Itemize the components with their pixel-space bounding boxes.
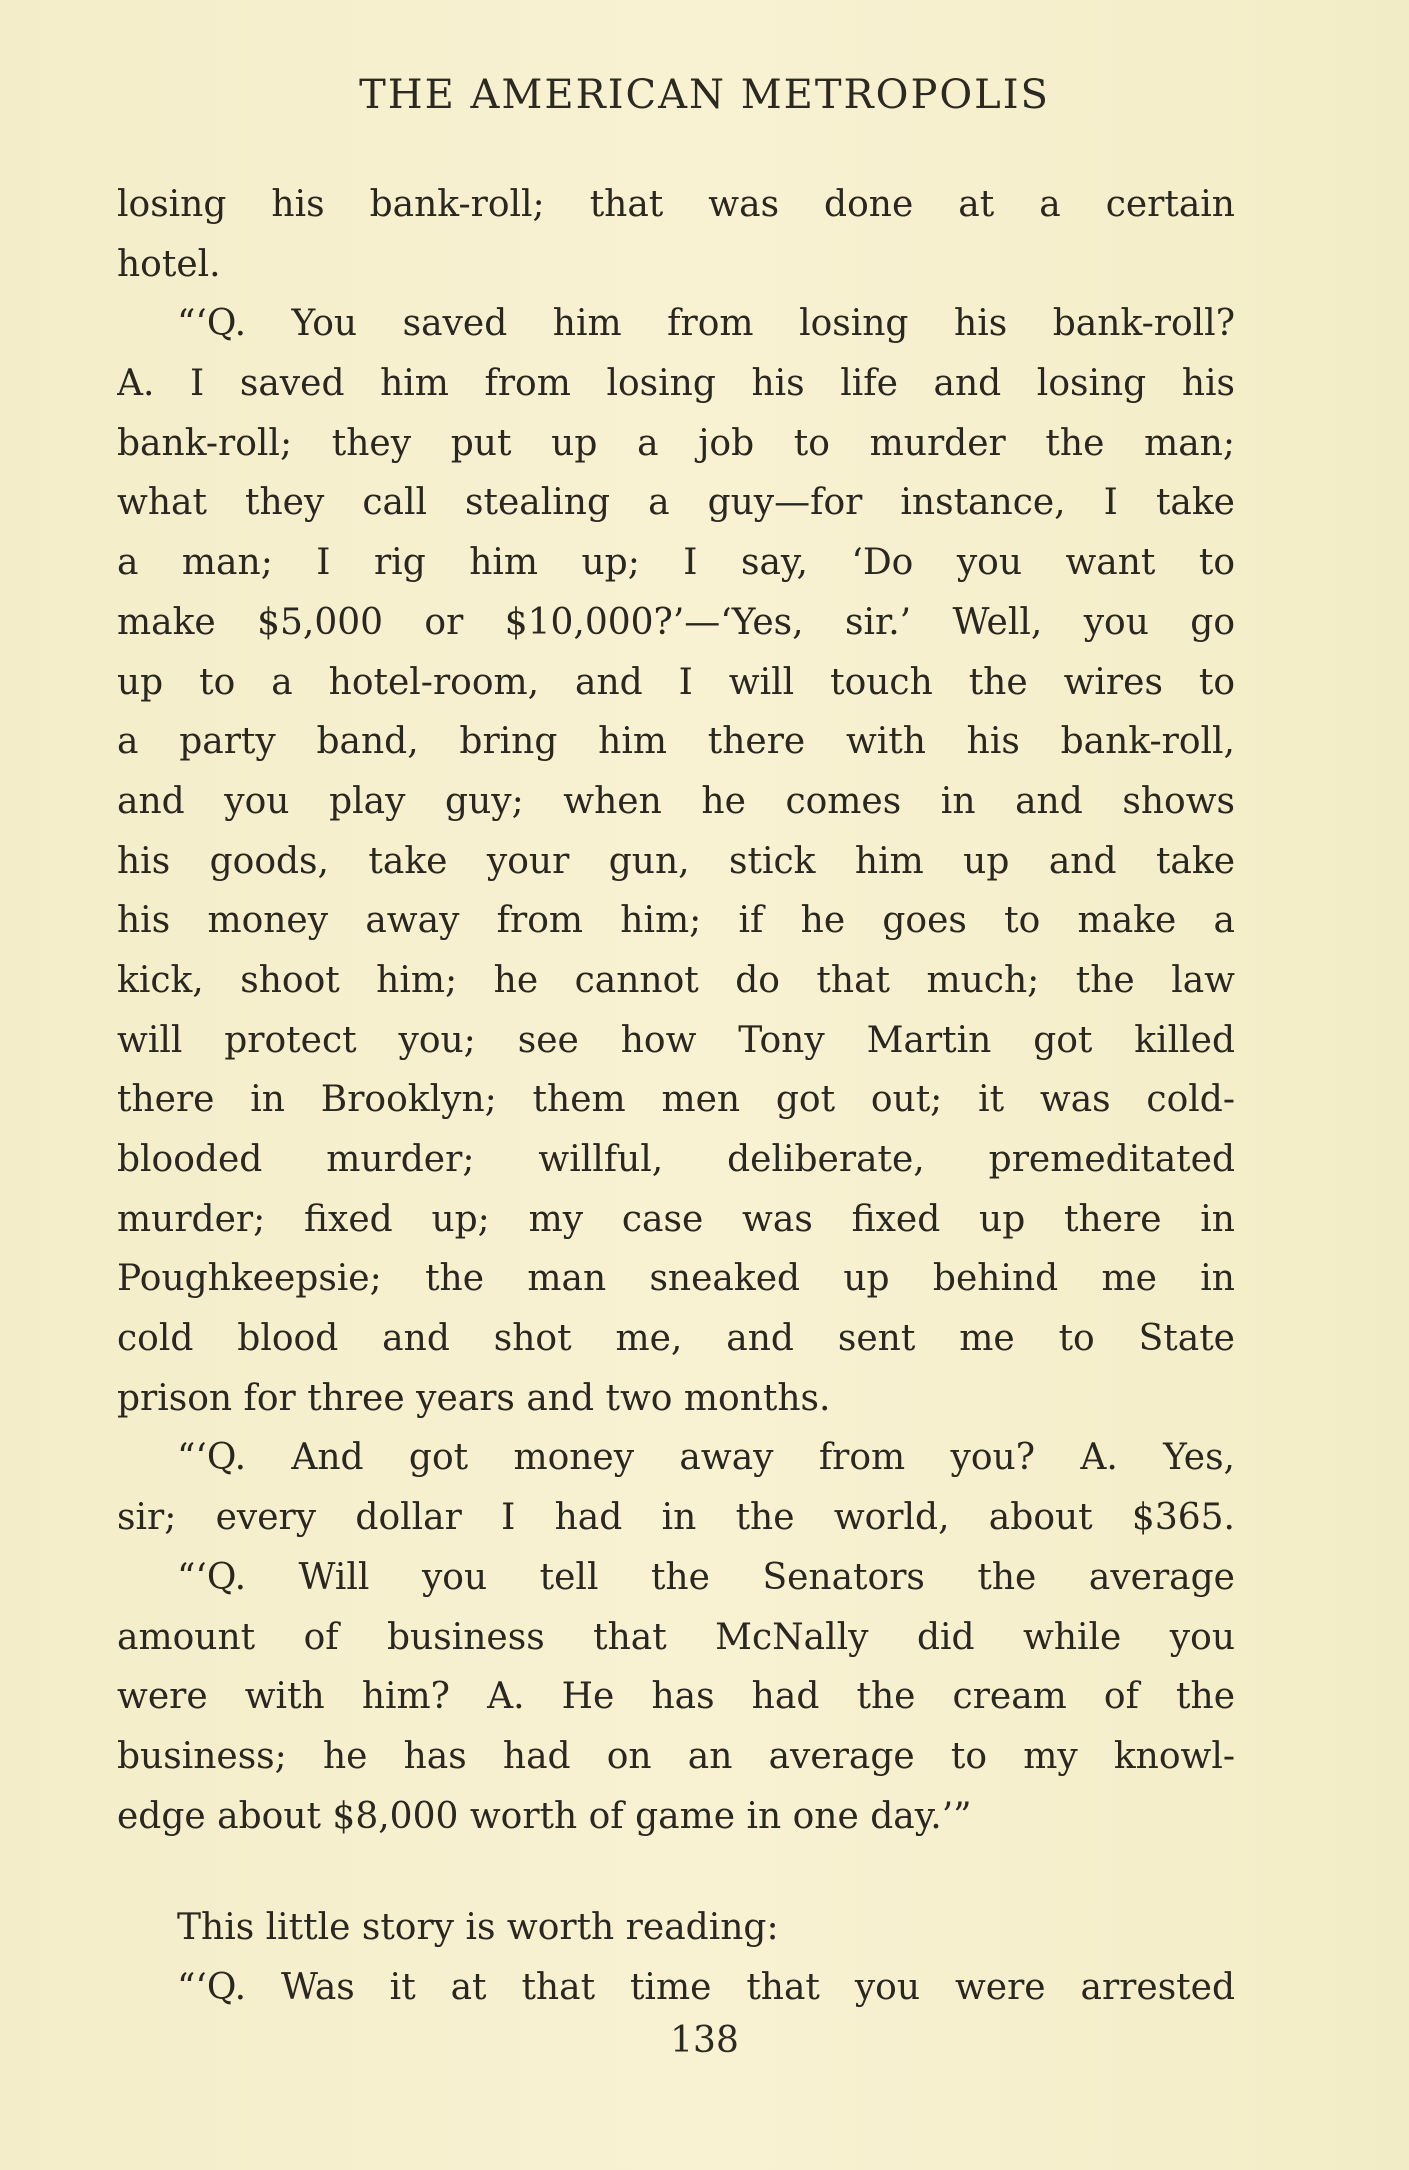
body-text xyxy=(117,175,1235,2018)
text-line: up to a hotel-room, and I will touch the wires to xyxy=(117,661,1235,703)
text-line: what they call stealing a guy—for instance, I take xyxy=(117,482,1235,524)
text-line: a man; I rig him up; I say, ‘Do you want to xyxy=(117,542,1235,584)
running-head: THE AMERICAN METROPOLIS xyxy=(359,72,1050,118)
text-line: “‘Q. Will you tell the Senators the average xyxy=(177,1556,1235,1598)
text-line: This little story is worth reading: xyxy=(177,1907,779,1949)
text-line: will protect you; see how Tony Martin got killed xyxy=(117,1019,1235,1061)
text-line: business; he has had on an average to my knowl- xyxy=(117,1735,1235,1777)
text-line: bank-roll; they put up a job to murder the man; xyxy=(117,422,1235,464)
text-line: his money away from him; if he goes to make a xyxy=(117,900,1235,942)
text-line: blooded murder; willful, deliberate, premeditated xyxy=(117,1139,1235,1180)
text-line: A. I saved him from losing his life and losing his xyxy=(117,363,1235,405)
text-line: cold blood and shot me, and sent me to State xyxy=(117,1318,1235,1360)
paragraph-gap xyxy=(117,1846,1235,1898)
text-line: a party band, bring him there with his bank-roll, xyxy=(117,721,1235,763)
text-line: “‘Q. And got money away from you? A. Yes, xyxy=(177,1437,1235,1479)
text-line: sir; every dollar I had in the world, about $365. xyxy=(117,1497,1235,1539)
text-line: Poughkeepsie; the man sneaked up behind me in xyxy=(117,1258,1235,1300)
text-line: hotel. xyxy=(117,243,221,285)
text-line: “‘Q. You saved him from losing his bank-roll? xyxy=(177,303,1235,345)
text-line: there in Brooklyn; them men got out; it was cold- xyxy=(117,1079,1235,1121)
text-line: “‘Q. Was it at that time that you were arrested xyxy=(177,1966,1235,2008)
text-line: his goods, take your gun, stick him up and take xyxy=(117,840,1235,882)
text-line: murder; fixed up; my case was fixed up there in xyxy=(117,1198,1235,1240)
page-number: 138 xyxy=(670,2020,739,2061)
text-line: make $5,000 or $10,000?’—‘Yes, sir.’ Well, you go xyxy=(117,601,1235,643)
text-line: and you play guy; when he comes in and shows xyxy=(117,780,1235,822)
text-line: kick, shoot him; he cannot do that much; the law xyxy=(117,959,1235,1001)
text-line: were with him? A. He has had the cream of the xyxy=(117,1676,1235,1718)
text-line: amount of business that McNally did while you xyxy=(117,1616,1235,1658)
text-line: edge about $8,000 worth of game in one day.’” xyxy=(117,1795,972,1837)
text-line: prison for three years and two months. xyxy=(117,1377,831,1419)
text-line: losing his bank-roll; that was done at a certain xyxy=(117,184,1235,225)
